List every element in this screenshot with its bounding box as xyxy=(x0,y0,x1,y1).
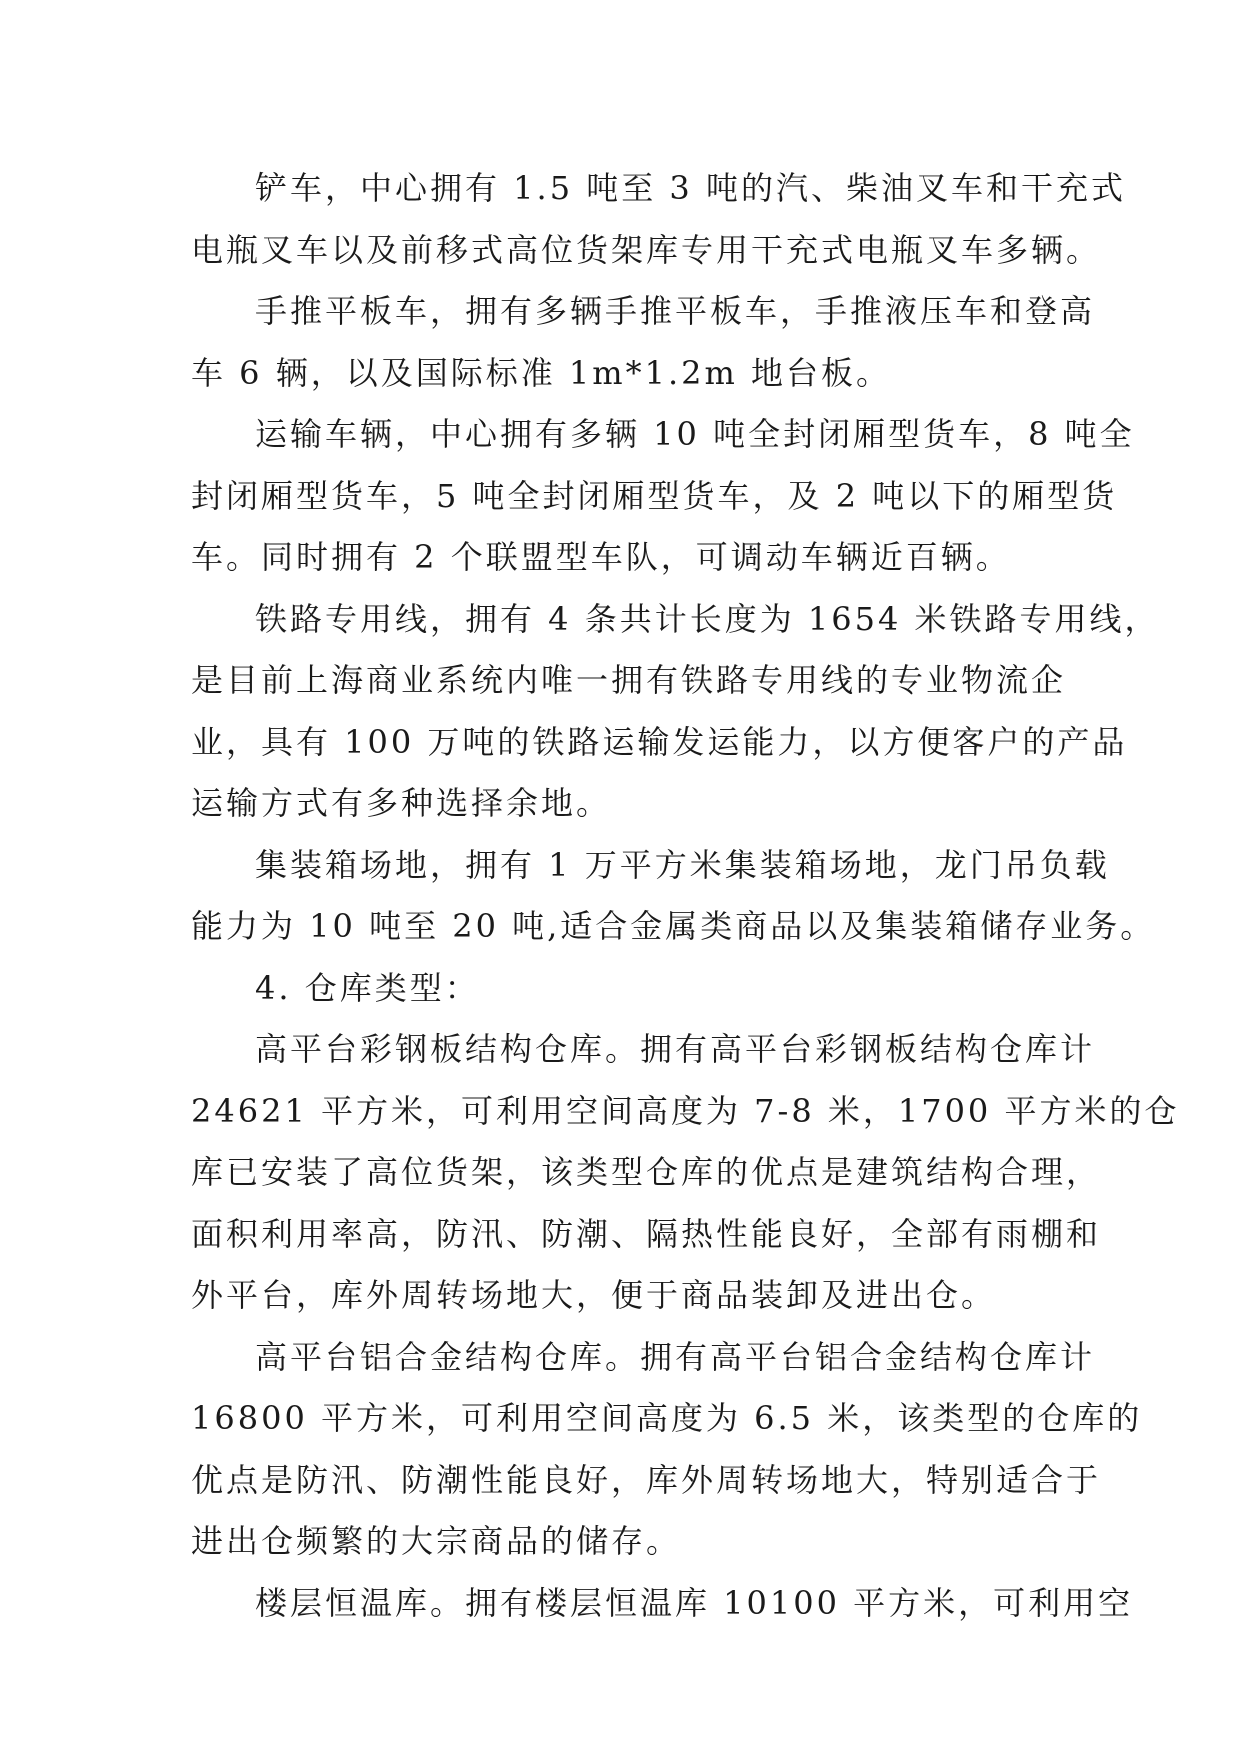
paragraph-aluminum-warehouse-line-4: 进出仓频繁的大宗商品的储存。 xyxy=(191,1522,682,1560)
paragraph-railway-line-2: 是目前上海商业系统内唯一拥有铁路专用线的专业物流企 xyxy=(191,661,1067,699)
paragraph-aluminum-warehouse-line-1: 高平台铝合金结构仓库。拥有高平台铝合金结构仓库计 xyxy=(255,1337,1096,1376)
paragraph-steel-warehouse-line-4: 面积利用率高，防汛、防潮、隔热性能良好，全部有雨棚和 xyxy=(191,1214,1102,1253)
paragraph-steel-warehouse-line-3: 库已安装了高位货架，该类型仓库的优点是建筑结构合理， xyxy=(191,1153,1102,1191)
paragraph-aluminum-warehouse-line-2: 16800 平方米，可利用空间高度为 6.5 米，该类型的仓库的 xyxy=(191,1399,1143,1437)
paragraph-vehicles-line-3: 车。同时拥有 2 个联盟型车队，可调动车辆近百辆。 xyxy=(191,538,1011,576)
paragraph-vehicles-line-2: 封闭厢型货车，5 吨全封闭厢型货车，及 2 吨以下的厢型货 xyxy=(191,476,1118,515)
paragraph-container-yard-line-2: 能力为 10 吨至 20 吨,适合金属类商品以及集装箱储存业务。 xyxy=(191,907,1156,945)
paragraph-container-yard-line-1: 集装箱场地，拥有 1 万平方米集装箱场地，龙门吊负载 xyxy=(255,845,1110,884)
paragraph-steel-warehouse-line-2: 24621 平方米，可利用空间高度为 7-8 米，1700 平方米的仓 xyxy=(191,1091,1180,1130)
paragraph-forklift-line-2: 电瓶叉车以及前移式高位货架库专用干充式电瓶叉车多辆。 xyxy=(191,230,1102,269)
paragraph-steel-warehouse-line-1: 高平台彩钢板结构仓库。拥有高平台彩钢板结构仓库计 xyxy=(255,1030,1096,1068)
paragraph-handcart-line-2: 车 6 辆，以及国际标准 1m*1.2m 地台板。 xyxy=(191,353,891,392)
paragraph-constant-temp-line-1: 楼层恒温库。拥有楼层恒温库 10100 平方米，可利用空 xyxy=(255,1583,1134,1622)
paragraph-handcart-line-1: 手推平板车，拥有多辆手推平板车，手推液压车和登高 xyxy=(255,292,1096,330)
paragraph-railway-line-1: 铁路专用线，拥有 4 条共计长度为 1654 米铁路专用线， xyxy=(255,599,1160,638)
section-heading-warehouse-types: 4. 仓库类型： xyxy=(255,968,480,1007)
paragraph-railway-line-4: 运输方式有多种选择余地。 xyxy=(191,784,612,822)
paragraph-aluminum-warehouse-line-3: 优点是防汛、防潮性能良好，库外周转场地大，特别适合于 xyxy=(191,1460,1102,1499)
paragraph-railway-line-3: 业，具有 100 万吨的铁路运输发运能力，以方便客户的产品 xyxy=(191,722,1128,761)
paragraph-vehicles-line-1: 运输车辆，中心拥有多辆 10 吨全封闭厢型货车，8 吨全 xyxy=(255,415,1135,453)
paragraph-forklift-line-1: 铲车，中心拥有 1.5 吨至 3 吨的汽、柴油叉车和干充式 xyxy=(255,169,1126,207)
document-body xyxy=(191,158,1180,1634)
paragraph-steel-warehouse-line-5: 外平台，库外周转场地大，便于商品装卸及进出仓。 xyxy=(191,1276,997,1314)
